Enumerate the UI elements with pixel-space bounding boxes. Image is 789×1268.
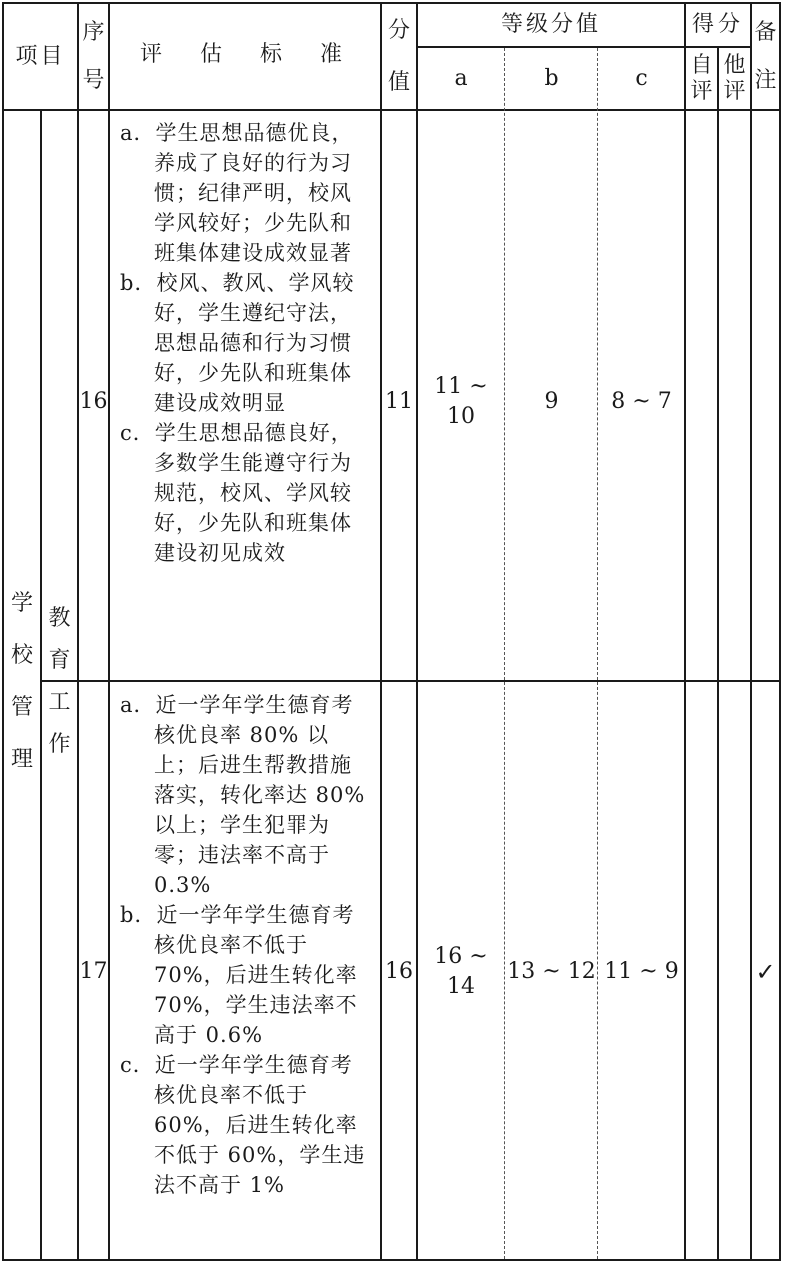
serial-col-left [77,2,79,1261]
row17-grade-a: 16 ~ 14 [434,944,488,999]
row17-grade-c: 11 ~ 9 [604,959,679,984]
table-border-right [779,2,781,1261]
grade-b-c-divider [597,48,598,1259]
row16-criterion-b: b．校风、教风、学风较好，学生遵纪守法，思想品德和行为习惯好，少先队和班集体建设成效明显 [120,271,355,415]
header-remarks: 备注 [754,19,777,93]
row16-score: 11 [385,389,413,414]
grade-col-right [684,2,686,1261]
row-divider [42,680,781,682]
row16-criterion-a: a．学生思想品德优良，养成了良好的行为习惯；纪律严明，校风学风较好；少先队和班集体建设成效显著 [120,121,354,265]
header-serial: 序号 [82,19,105,93]
header-grade-b: b [544,65,559,91]
header-grade-values: 等级分值 [500,12,601,37]
row16-serial: 16 [79,389,108,414]
row17-criterion-c: c．近一学年学生德育考核优良率不低于 60%，后进生转化率不低于 60%，学生违法不高于 1% [120,1053,366,1197]
header-grade-c: c [635,65,648,91]
table-border-bottom [2,1259,781,1261]
row16-criteria [120,118,372,568]
remarks-col-left [750,2,752,1261]
serial-col-right [108,2,110,1261]
score-col-right [416,2,418,1261]
row16-criterion-c: c．学生思想品德良好，多数学生能遵守行为规范，校风、学风较好，少先队和班集体建设初见成效 [120,421,353,565]
header-item: 项目 [15,43,66,69]
evaluation-table [2,2,781,1261]
category-education-work: 教育工作 [48,606,71,757]
criteria-col-right [380,2,382,1261]
row17-score: 16 [385,959,413,984]
row17-serial: 17 [79,959,108,984]
row17-criterion-a: a．近一学年学生德育考核优良率 80% 以上；后进生帮教措施落实，转化率达 80% 以上；学生犯罪为零；违法率不高于 0.3% [120,693,366,897]
row17-remark-checkmark-icon: ✓ [755,958,776,986]
header-score: 分值 [387,17,410,95]
row16-grade-a: 11 ~ 10 [434,374,488,429]
row16-grade-c: 8 ~ 7 [611,389,672,414]
row17-criterion-b: b．近一学年学生德育考核优良率不低于 70%，后进生转化率 70%，学生违法率不高于 0.6% [120,903,358,1047]
header-other-eval: 他评 [723,52,746,104]
category-school-management: 学校管理 [10,591,33,772]
grade-a-b-divider [504,48,505,1259]
row17-criteria [120,690,372,1200]
header-divider [2,109,781,111]
row16-grade-b: 9 [544,389,559,414]
header-criteria: 评 估 标 准 [140,42,350,67]
header-obtained: 得分 [691,12,744,37]
header-self-eval: 自评 [690,52,713,104]
row17-grade-b: 13 ~ 12 [507,959,596,984]
header-grade-a: a [454,65,468,91]
self-other-divider [717,46,719,1261]
